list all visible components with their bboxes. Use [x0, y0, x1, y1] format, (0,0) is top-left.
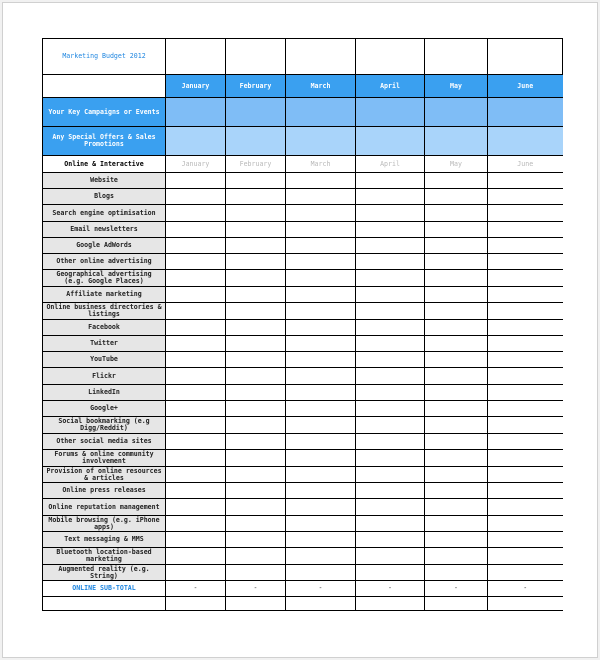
budget-cell[interactable] [226, 189, 286, 205]
table-row [43, 565, 563, 581]
budget-cell[interactable] [425, 303, 488, 320]
budget-cell[interactable] [425, 532, 488, 548]
budget-cell[interactable] [488, 205, 563, 222]
table-row [43, 499, 563, 516]
budget-cell[interactable] [488, 303, 563, 320]
offer-cell[interactable] [286, 127, 356, 156]
row-label: Geographical advertising (e.g. Google Places) [43, 270, 166, 287]
row-label: Twitter [43, 336, 166, 352]
table-row [43, 238, 563, 254]
budget-cell[interactable] [356, 516, 425, 532]
table-row [43, 189, 563, 205]
budget-cell[interactable] [286, 516, 356, 532]
table-row [43, 205, 563, 222]
budget-cell[interactable] [425, 320, 488, 336]
campaigns-row [43, 98, 563, 127]
budget-cell[interactable] [166, 254, 226, 270]
budget-cell[interactable] [166, 352, 226, 368]
budget-cell[interactable] [425, 238, 488, 254]
offer-cell[interactable] [166, 127, 226, 156]
subtotal-row [43, 581, 563, 597]
budget-cell[interactable] [166, 303, 226, 320]
budget-cell[interactable] [226, 401, 286, 417]
budget-cell[interactable] [425, 173, 488, 189]
budget-cell[interactable] [425, 368, 488, 385]
budget-cell[interactable] [286, 287, 356, 303]
budget-cell[interactable] [166, 173, 226, 189]
budget-cell[interactable] [226, 434, 286, 450]
budget-cell[interactable] [356, 254, 425, 270]
budget-cell[interactable] [166, 189, 226, 205]
budget-cell[interactable] [166, 401, 226, 417]
budget-cell[interactable] [488, 254, 563, 270]
section-header-row [43, 156, 563, 173]
budget-cell[interactable] [488, 548, 563, 565]
budget-cell[interactable] [286, 565, 356, 581]
offers-label: Any Special Offers & Sales Promotions [43, 127, 166, 156]
budget-cell[interactable] [226, 222, 286, 238]
table-row [43, 467, 563, 483]
budget-cell[interactable] [356, 222, 425, 238]
month-header: May [425, 75, 488, 98]
table-row [43, 222, 563, 238]
budget-cell[interactable] [356, 450, 425, 467]
budget-cell[interactable] [286, 189, 356, 205]
budget-cell[interactable] [356, 565, 425, 581]
table-row [43, 320, 563, 336]
budget-cell[interactable] [356, 173, 425, 189]
budget-cell[interactable] [286, 205, 356, 222]
table-row [43, 270, 563, 287]
row-label: Mobile browsing (e.g. iPhone apps) [43, 516, 166, 532]
row-label: Forums & online community involvement [43, 450, 166, 467]
table-row [43, 401, 563, 417]
table-row [43, 368, 563, 385]
month-header-row [43, 75, 563, 98]
table-row [43, 385, 563, 401]
empty-row [43, 597, 563, 611]
budget-cell[interactable] [286, 352, 356, 368]
table-row [43, 516, 563, 532]
row-label: LinkedIn [43, 385, 166, 401]
budget-cell[interactable] [488, 483, 563, 499]
budget-cell[interactable] [286, 222, 356, 238]
budget-cell[interactable] [488, 287, 563, 303]
budget-cell[interactable] [286, 173, 356, 189]
budget-cell[interactable] [166, 205, 226, 222]
budget-cell[interactable] [166, 320, 226, 336]
budget-cell[interactable] [356, 548, 425, 565]
section-month: May [425, 156, 488, 173]
section-month: June [488, 156, 563, 173]
row-label: Bluetooth location-based marketing [43, 548, 166, 565]
budget-cell[interactable] [166, 270, 226, 287]
budget-cell[interactable] [286, 483, 356, 499]
campaign-cell[interactable] [488, 98, 563, 127]
budget-cell[interactable] [286, 368, 356, 385]
campaign-cell[interactable] [286, 98, 356, 127]
table-row [43, 548, 563, 565]
budget-cell[interactable] [356, 401, 425, 417]
budget-cell[interactable] [286, 238, 356, 254]
subtotal-label: ONLINE SUB-TOTAL [43, 581, 166, 597]
budget-cell[interactable] [226, 499, 286, 516]
month-header: June [488, 75, 563, 98]
table-row [43, 417, 563, 434]
row-label: Email newsletters [43, 222, 166, 238]
budget-cell[interactable] [488, 434, 563, 450]
row-label: Google+ [43, 401, 166, 417]
row-label: Website [43, 173, 166, 189]
budget-cell[interactable] [166, 222, 226, 238]
campaigns-label: Your Key Campaigns or Events [43, 98, 166, 127]
budget-cell[interactable] [286, 499, 356, 516]
row-label: Online press releases [43, 483, 166, 499]
budget-cell[interactable] [488, 238, 563, 254]
table-row [43, 287, 563, 303]
budget-cell[interactable] [286, 254, 356, 270]
row-label: Blogs [43, 189, 166, 205]
budget-cell[interactable] [226, 270, 286, 287]
budget-cell[interactable] [226, 516, 286, 532]
budget-cell[interactable] [226, 238, 286, 254]
row-label: Augmented reality (e.g. String) [43, 565, 166, 581]
empty-cell[interactable] [356, 597, 425, 611]
month-header-blank [43, 75, 166, 98]
budget-cell[interactable] [425, 189, 488, 205]
budget-cell[interactable] [488, 270, 563, 287]
budget-cell[interactable] [425, 222, 488, 238]
empty-cell[interactable] [226, 597, 286, 611]
table-row [43, 434, 563, 450]
budget-cell[interactable] [488, 320, 563, 336]
budget-cell[interactable] [356, 238, 425, 254]
empty-cell[interactable] [166, 597, 226, 611]
budget-cell[interactable] [226, 336, 286, 352]
budget-cell[interactable] [425, 467, 488, 483]
budget-cell[interactable] [356, 499, 425, 516]
row-label: Flickr [43, 368, 166, 385]
budget-cell[interactable] [425, 565, 488, 581]
budget-cell[interactable] [488, 385, 563, 401]
budget-cell[interactable] [356, 336, 425, 352]
empty-cell[interactable] [43, 597, 166, 611]
budget-cell[interactable] [166, 565, 226, 581]
budget-cell[interactable] [166, 548, 226, 565]
budget-cell[interactable] [286, 336, 356, 352]
budget-cell[interactable] [488, 499, 563, 516]
budget-cell[interactable] [488, 417, 563, 434]
budget-cell[interactable] [166, 483, 226, 499]
row-label: Search engine optimisation [43, 205, 166, 222]
empty-cell[interactable] [425, 597, 488, 611]
month-header: February [226, 75, 286, 98]
section-month: April [356, 156, 425, 173]
budget-cell[interactable] [286, 548, 356, 565]
budget-cell[interactable] [226, 467, 286, 483]
budget-cell[interactable] [488, 222, 563, 238]
subtotal-cell: - [286, 581, 356, 597]
budget-cell[interactable] [356, 483, 425, 499]
budget-cell[interactable] [488, 565, 563, 581]
campaign-cell[interactable] [425, 98, 488, 127]
row-label: YouTube [43, 352, 166, 368]
budget-cell[interactable] [166, 467, 226, 483]
budget-cell[interactable] [488, 516, 563, 532]
budget-cell[interactable] [226, 565, 286, 581]
table-row [43, 173, 563, 189]
budget-cell[interactable] [226, 173, 286, 189]
section-month: February [226, 156, 286, 173]
budget-cell[interactable] [286, 434, 356, 450]
budget-cell[interactable] [286, 532, 356, 548]
budget-cell[interactable] [425, 417, 488, 434]
empty-cell[interactable] [286, 597, 356, 611]
budget-cell[interactable] [356, 368, 425, 385]
budget-cell[interactable] [166, 287, 226, 303]
subtotal-cell: - [226, 581, 286, 597]
row-label: Other social media sites [43, 434, 166, 450]
budget-cell[interactable] [425, 352, 488, 368]
budget-cell[interactable] [166, 417, 226, 434]
row-label: Facebook [43, 320, 166, 336]
table-row [43, 483, 563, 499]
budget-cell[interactable] [356, 417, 425, 434]
sheet-title: Marketing Budget 2012 [43, 39, 166, 75]
table-row [43, 303, 563, 320]
budget-cell[interactable] [356, 467, 425, 483]
budget-cell[interactable] [488, 352, 563, 368]
row-label: Online business directories & listings [43, 303, 166, 320]
empty-cell[interactable] [488, 597, 563, 611]
budget-cell[interactable] [166, 336, 226, 352]
subtotal-cell: - [356, 581, 425, 597]
budget-cell[interactable] [166, 238, 226, 254]
row-label: Online reputation management [43, 499, 166, 516]
budget-cell[interactable] [226, 483, 286, 499]
campaign-cell[interactable] [226, 98, 286, 127]
budget-cell[interactable] [286, 320, 356, 336]
budget-cell[interactable] [226, 368, 286, 385]
budget-cell[interactable] [166, 532, 226, 548]
section-label: Online & Interactive [43, 156, 166, 173]
budget-cell[interactable] [166, 499, 226, 516]
budget-cell[interactable] [488, 336, 563, 352]
budget-cell[interactable] [166, 368, 226, 385]
title-row [43, 39, 563, 75]
section-month: March [286, 156, 356, 173]
budget-cell[interactable] [226, 287, 286, 303]
budget-cell[interactable] [226, 385, 286, 401]
budget-cell[interactable] [488, 189, 563, 205]
budget-cell[interactable] [356, 189, 425, 205]
row-label: Social bookmarking (e.g Digg/Reddit) [43, 417, 166, 434]
budget-cell[interactable] [488, 368, 563, 385]
campaign-cell[interactable] [166, 98, 226, 127]
budget-cell[interactable] [356, 320, 425, 336]
budget-cell[interactable] [425, 434, 488, 450]
budget-cell[interactable] [226, 352, 286, 368]
table-row [43, 450, 563, 467]
budget-cell[interactable] [425, 401, 488, 417]
budget-cell[interactable] [286, 303, 356, 320]
budget-cell[interactable] [356, 385, 425, 401]
table-row [43, 254, 563, 270]
budget-cell[interactable] [425, 254, 488, 270]
offer-cell[interactable] [488, 127, 563, 156]
budget-cell[interactable] [226, 303, 286, 320]
budget-cell[interactable] [425, 385, 488, 401]
budget-cell[interactable] [425, 548, 488, 565]
budget-cell[interactable] [356, 270, 425, 287]
budget-cell[interactable] [488, 450, 563, 467]
budget-cell[interactable] [226, 205, 286, 222]
budget-cell[interactable] [226, 532, 286, 548]
budget-cell[interactable] [425, 450, 488, 467]
budget-cell[interactable] [356, 287, 425, 303]
budget-spreadsheet [42, 38, 563, 611]
budget-cell[interactable] [425, 205, 488, 222]
row-label: Other online advertising [43, 254, 166, 270]
document-page [2, 2, 598, 658]
row-label: Google AdWords [43, 238, 166, 254]
budget-cell[interactable] [356, 532, 425, 548]
table-row [43, 336, 563, 352]
budget-cell[interactable] [356, 205, 425, 222]
budget-cell[interactable] [356, 303, 425, 320]
month-header: April [356, 75, 425, 98]
row-label: Affiliate marketing [43, 287, 166, 303]
subtotal-cell: - [425, 581, 488, 597]
budget-cell[interactable] [488, 173, 563, 189]
budget-cell[interactable] [286, 401, 356, 417]
budget-cell[interactable] [226, 254, 286, 270]
budget-cell[interactable] [286, 450, 356, 467]
budget-cell[interactable] [286, 417, 356, 434]
subtotal-cell: - [166, 581, 226, 597]
budget-cell[interactable] [425, 516, 488, 532]
month-header: January [166, 75, 226, 98]
section-month: January [166, 156, 226, 173]
budget-cell[interactable] [425, 287, 488, 303]
offer-cell[interactable] [425, 127, 488, 156]
table-row [43, 352, 563, 368]
month-header: March [286, 75, 356, 98]
budget-cell[interactable] [488, 467, 563, 483]
budget-cell[interactable] [356, 434, 425, 450]
offer-cell[interactable] [356, 127, 425, 156]
campaign-cell[interactable] [356, 98, 425, 127]
subtotal-cell: - [488, 581, 563, 597]
budget-cell[interactable] [166, 516, 226, 532]
budget-cell[interactable] [226, 450, 286, 467]
budget-cell[interactable] [286, 385, 356, 401]
budget-cell[interactable] [356, 352, 425, 368]
budget-cell[interactable] [425, 499, 488, 516]
budget-cell[interactable] [286, 467, 356, 483]
budget-cell[interactable] [166, 434, 226, 450]
offers-row [43, 127, 563, 156]
table-row [43, 532, 563, 548]
offer-cell[interactable] [226, 127, 286, 156]
row-label: Provision of online resources & articles [43, 467, 166, 483]
budget-cell[interactable] [425, 483, 488, 499]
budget-cell[interactable] [226, 320, 286, 336]
budget-cell[interactable] [166, 450, 226, 467]
budget-cell[interactable] [226, 548, 286, 565]
budget-cell[interactable] [425, 270, 488, 287]
budget-cell[interactable] [425, 336, 488, 352]
budget-cell[interactable] [286, 270, 356, 287]
budget-cell[interactable] [166, 385, 226, 401]
budget-cell[interactable] [488, 401, 563, 417]
budget-cell[interactable] [226, 417, 286, 434]
budget-cell[interactable] [488, 532, 563, 548]
row-label: Text messaging & MMS [43, 532, 166, 548]
